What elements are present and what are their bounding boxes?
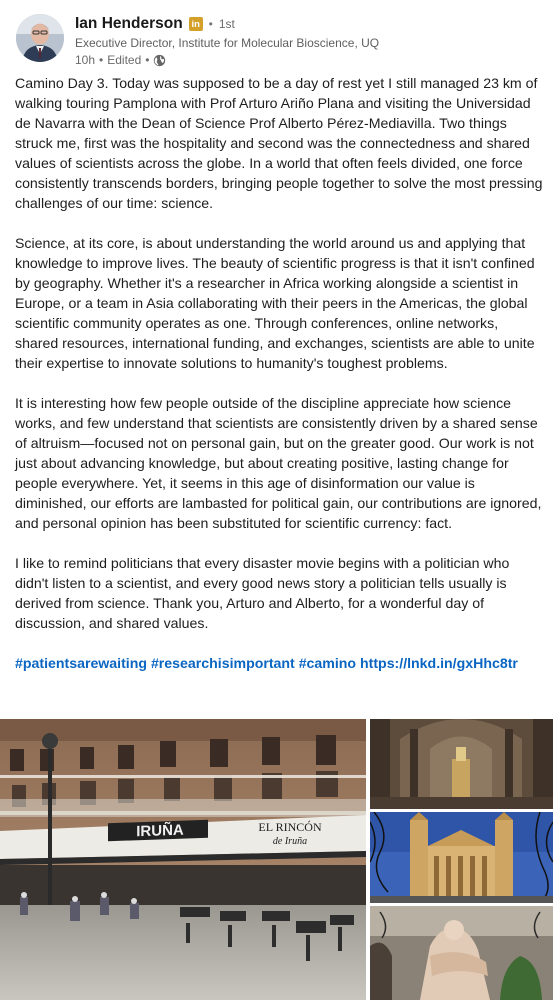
post-image-cathedral-interior[interactable] <box>370 719 553 809</box>
post-image-university-facade[interactable] <box>370 812 553 903</box>
awning-sign-right-2: de Iruña <box>272 836 308 847</box>
post-paragraph: It is interesting how few people outside of the discipline appreciate how science works, and few understand that scientists are consistently driven by a shared sense of altruism—focused not on personal gain, but on the greater good. Our work is not just about advancing knowledge, but about creating positive, lasting change for people everywhere. Yet, it seems in this age of disinformation our value is diminished, our efforts are lambasted for political gain, our contributions are ignored, and personal opinion has been substituted for scientific currency: fact. <box>15 395 542 531</box>
author-headline: Executive Director, Institute for Molecular Bioscience, UQ <box>75 36 380 50</box>
awning-sign-left: IRUÑA <box>136 821 184 841</box>
separator-dot: • <box>145 53 150 67</box>
post-body <box>15 73 543 693</box>
post-hashtags-link[interactable]: #patientsarewaiting #researchisimportant #camino https://lnkd.in/gxHhc8tr <box>15 655 518 671</box>
post-image-street[interactable] <box>0 719 366 1000</box>
post-image-statue[interactable] <box>370 906 553 1000</box>
awning-sign-right-1: EL RINCÓN <box>258 820 322 834</box>
post-paragraph: I like to remind politicians that every disaster movie begins with a politician who didn't listen to a scientist, and every good news story a politician tells usually is derived from science. Thank you, Arturo and Alberto, for a wonderful day of discussion, and shared values. <box>15 555 510 631</box>
separator-dot: • <box>208 17 213 31</box>
connection-degree: 1st <box>218 17 235 31</box>
post-header <box>16 14 550 66</box>
author-avatar[interactable] <box>16 14 64 62</box>
post-time: 10h <box>75 53 96 67</box>
post-paragraph: Camino Day 3. Today was supposed to be a day of rest yet I still managed 23 km of walking touring Pamplona with Prof Arturo Ariño Plana and visiting the Universidad de Navarra with the Dean of Science Prof Alberto Pérez-Mediavilla. Two things struck me, first was the hospitality and second was the connectedness and shared values of scientists across the globe. In a world that often feels divided, one force consistently transcends borders, bringing people together to solve the most pressing challenges of our time: science. <box>15 75 543 211</box>
linkedin-premium-icon: in <box>189 17 203 31</box>
post-paragraph: Science, at its core, is about understanding the world around us and applying that knowledge to improve lives. The beauty of scientific progress is that it isn't confined by geography. Whether it's a researcher in Africa working alongside a scientist in Europe, or a team in Asia collaborating with their peers in the Americas, the global scientific community operates as one. Through conferences, online networks, shared resources, international funding, and exchanges, scientists are able to unite their expertise to innovate solutions to humanity's toughest problems. <box>15 235 535 371</box>
edited-label: Edited <box>107 53 142 67</box>
separator-dot: • <box>99 53 104 67</box>
author-name[interactable]: Ian Henderson <box>75 15 183 32</box>
globe-icon <box>153 54 166 67</box>
